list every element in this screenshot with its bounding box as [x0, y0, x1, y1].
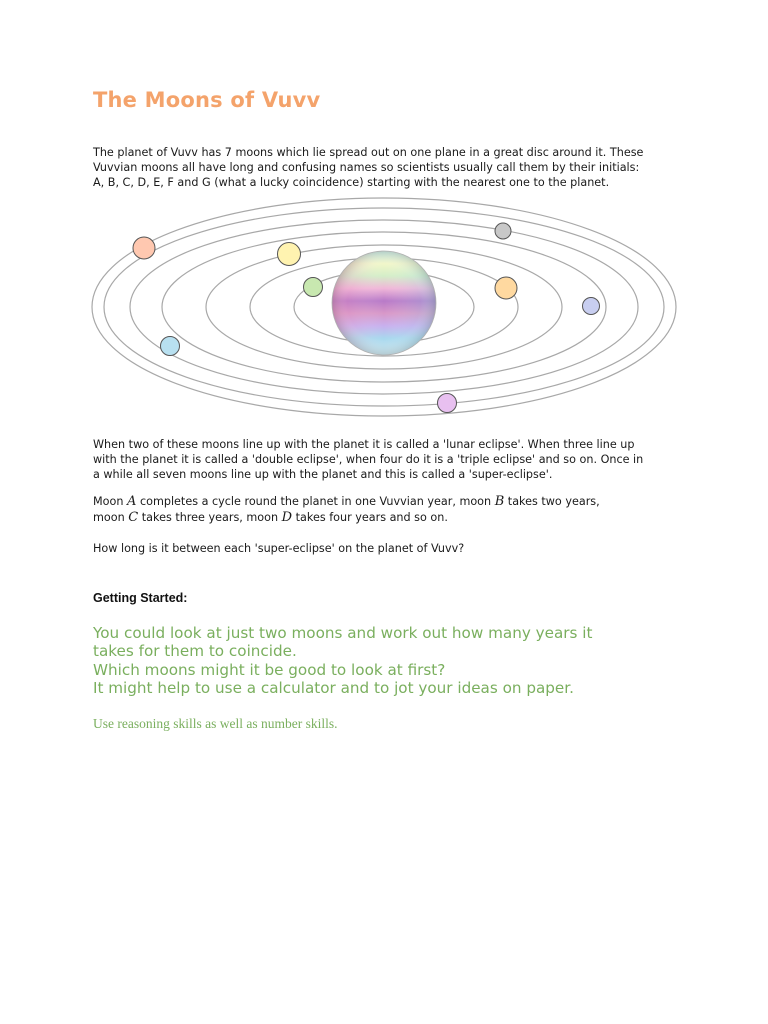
reasoning-note: Use reasoning skills as well as number skills.: [93, 716, 338, 731]
moon-e: [495, 223, 511, 239]
moon-g: [161, 337, 180, 356]
var-d: D: [281, 510, 293, 525]
intro-line: The planet of Vuvv has 7 moons which lie spread out on one plane in a great disc around it. These: [93, 146, 644, 159]
question-text: How long is it between each 'super-eclipse' on the planet of Vuvv?: [93, 542, 465, 555]
eclipse-paragraph: [93, 437, 693, 482]
hint-line: takes for them to coincide.: [93, 642, 297, 661]
moon-h: [438, 394, 457, 413]
eclipse-line: a while all seven moons line up with the planet and this is called a 'super-eclipse'.: [93, 468, 553, 481]
hints-block: [93, 624, 733, 697]
moon-d: [583, 298, 600, 315]
hint-line: It might help to use a calculator and to jot your ideas on paper.: [93, 678, 574, 697]
var-a: A: [127, 494, 137, 509]
moon-b: [495, 277, 517, 299]
var-c: C: [128, 510, 139, 525]
eclipse-line: When two of these moons line up with the planet it is called a 'lunar eclipse'. When three line up: [93, 438, 635, 451]
moon-a: [304, 278, 323, 297]
hint-line: You could look at just two moons and work out how many years it: [93, 624, 593, 642]
eclipse-line: with the planet it is called a 'double eclipse', when four do it is a 'triple eclipse' and so on. Once in: [93, 453, 644, 466]
cycles-line-1: Moon A completes a cycle round the planet in one Vuvvian year, moon B takes two years,: [93, 494, 600, 509]
planet-vuvv: [332, 251, 436, 355]
cycles-paragraph: [93, 494, 693, 526]
getting-started-heading: Getting Started:: [93, 591, 188, 605]
hint-line: Which moons might it be good to look at first?: [93, 660, 446, 679]
vuvv-orbit-diagram: [88, 195, 680, 427]
moon-c: [278, 243, 301, 266]
intro-line: Vuvvian moons all have long and confusing names so scientists usually call them by their initials:: [93, 161, 640, 174]
moon-f: [133, 237, 155, 259]
cycles-line-2: moon C takes three years, moon D takes four years and so on.: [93, 510, 448, 525]
page-title: The Moons of Vuvv: [93, 88, 321, 112]
intro-line: A, B, C, D, E, F and G (what a lucky coincidence) starting with the nearest one to the planet.: [93, 176, 610, 189]
intro-paragraph: [93, 145, 693, 190]
var-b: B: [494, 494, 505, 509]
